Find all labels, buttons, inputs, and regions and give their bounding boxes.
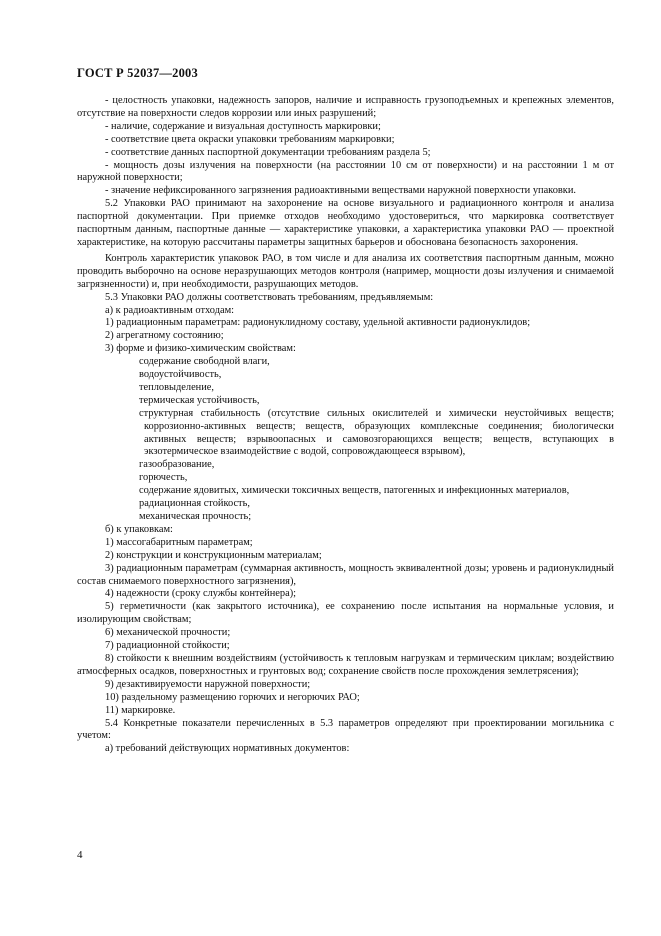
document-body — [77, 95, 614, 756]
list-item: 3) радиационным параметрам (суммарная активность, мощность эквивалентной дозы; уровень и радионуклидный состав снимаемого поверхностного загрязнения), — [77, 562, 614, 587]
list-item: 1) радиационным параметрам: радионуклидному составу, удельной активности радионуклидов; — [105, 317, 531, 329]
list-item: 6) механической прочности; — [105, 627, 231, 639]
list-item: а) к радиоактивным отходам: — [105, 304, 235, 316]
document-header: ГОСТ Р 52037—2003 — [77, 66, 198, 80]
paragraph: - соответствие цвета окраски упаковки требованиям маркировки; — [105, 133, 395, 145]
list-item: 1) массогабаритным параметрам; — [105, 536, 253, 548]
sub-list-item: механическая прочность; — [139, 511, 252, 522]
paragraph: 5.2 Упаковки РАО принимают на захоронение на основе визуального и радиационного контроля и анализа паспортной документации. При приемке отходов необходимо удостовериться, что маркировка соответствует паспортным данным, паспортные данные — характеристике упаковки, а характеристика упаковки РАО — проектной характеристике, на которую рассчитаны параметры защитных барьеров и обоснована безопасность захоронения. — [77, 198, 614, 248]
list-item: 3) форме и физико-химическим свойствам: — [105, 343, 296, 355]
paragraph: - наличие, содержание и визуальная доступность маркировки; — [105, 120, 381, 132]
paragraph: Контроль характеристик упаковок РАО, в том числе и для анализа их соответствия паспортным данным, можно проводить выборочно на основе неразрушающих методов контроля (например, мощности дозы излучения и снимаемой загрязненности) и, при необходимости, разрушающих методов. — [77, 252, 614, 290]
list-item: 10) раздельному размещению горючих и негорючих РАО; — [105, 691, 360, 703]
list-item: 11) маркировке. — [105, 704, 176, 716]
paragraph: 5.3 Упаковки РАО должны соответствовать требованиям, предъявляемым: — [105, 291, 434, 303]
sub-list-item: структурная стабильность (отсутствие сильных окислителей и химически неустойчивых веществ; коррозионно-активных веществ; веществ, образующих комплексные соединения; биологически активных веществ; взрывоопасных и самовозгорающихся веществ; веществ, вступающих в экзотермическое взаимодействие с водой, сопровождающееся взрывом), — [139, 407, 614, 458]
list-item: б) к упаковкам: — [105, 523, 173, 535]
paragraph: - мощность дозы излучения на поверхности (на расстоянии 10 см от поверхности) и на расстоянии 1 м от наружной поверхности; — [77, 159, 614, 184]
sub-list-item: тепловыделение, — [139, 381, 215, 393]
list-item: 4) надежности (сроку службы контейнера); — [105, 588, 297, 600]
sub-list-item: содержание свободной влаги, — [139, 356, 270, 368]
sub-list-item: термическая устойчивость, — [139, 394, 260, 406]
paragraph: - соответствие данных паспортной документации требованиям раздела 5; — [105, 146, 431, 158]
list-item: 8) стойкости к внешним воздействиям (устойчивость к тепловым нагрузкам и термическим циклам; воздействию атмосферных осадков, поверхностных и грунтовых вод; сохранение свойств после прохождения землетрясения); — [77, 652, 614, 677]
sub-list-item: горючесть, — [139, 472, 188, 484]
list-item: 2) агрегатному состоянию; — [105, 330, 224, 342]
sub-list-item: газообразование, — [139, 459, 215, 471]
list-item: 7) радиационной стойкости; — [105, 640, 230, 652]
list-item: а) требований действующих нормативных документов: — [105, 743, 350, 755]
sub-list-item: водоустойчивость, — [139, 369, 222, 381]
list-item: 9) дезактивируемости наружной поверхности; — [105, 678, 311, 690]
sub-list-item: содержание ядовитых, химически токсичных веществ, патогенных и инфекционных материалов, — [139, 485, 570, 497]
page-number: 4 — [77, 849, 83, 861]
paragraph: 5.4 Конкретные показатели перечисленных в 5.3 параметров определяют при проектировании могильника с учетом: — [77, 717, 614, 742]
sub-list-item: радиационная стойкость, — [139, 498, 250, 510]
paragraph: - значение нефиксированного загрязнения радиоактивными веществами наружной поверхности упаковки. — [105, 185, 577, 197]
list-item: 2) конструкции и конструкционным материалам; — [105, 549, 322, 561]
list-item: 5) герметичности (как закрытого источника), ее сохранению после испытания на нормальные условия, и изолирующим свойствам; — [77, 601, 614, 626]
paragraph: - целостность упаковки, надежность запоров, наличие и исправность грузоподъемных и крепежных элементов, отсутствие на поверхности следов коррозии или иных разрушений; — [77, 95, 614, 119]
